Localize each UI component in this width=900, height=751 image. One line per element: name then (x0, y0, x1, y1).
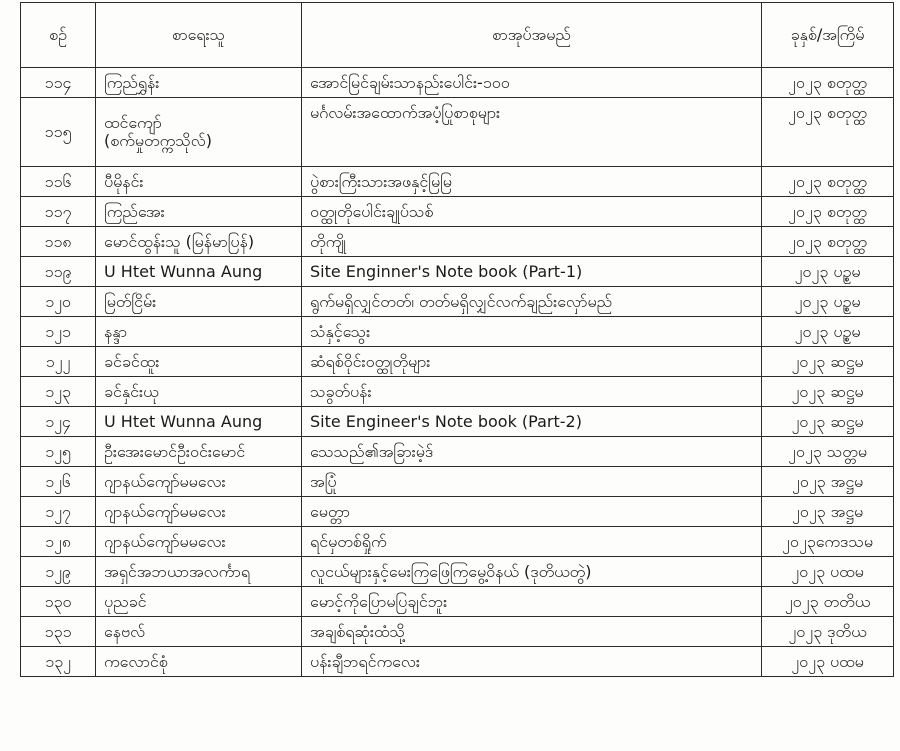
table-row (21, 557, 894, 587)
book-title: မောင့်ကိုပြောမပြချင်ဘူး (302, 587, 762, 617)
year-edition: ၂၀၂၃ ဆဋ္ဌမ (762, 377, 894, 407)
author-name: ဂျာနယ်ကျော်မမလေး (104, 531, 226, 551)
year-edition: ၂၀၂၃ စတုတ္ထ (762, 68, 894, 98)
book-title: ပွဲစားကြီးသားအဖနှင့်မြမြ (302, 167, 762, 197)
year-edition: ၂၀၂၃ ပထမ (762, 647, 894, 677)
book-title: အပြုံ (302, 467, 762, 497)
author-cell (96, 407, 302, 437)
row-number: ၁၁၇ (21, 197, 96, 227)
table-row (21, 287, 894, 317)
year-edition: ၂၀၂၃ ဒုတိယ (762, 617, 894, 647)
year-edition: ၂၀၂၃ အဋ္ဌမ (762, 467, 894, 497)
book-title: လူငယ်များနှင့်မေးကြဖြေကြမွေ့ဝိနယ် (ဒုတိယတွဲ) (302, 557, 762, 587)
author-cell (96, 647, 302, 677)
table-row (21, 467, 894, 497)
table-row (21, 68, 894, 98)
table-row (21, 317, 894, 347)
table-row (21, 347, 894, 377)
author-cell (96, 167, 302, 197)
author-cell (96, 98, 302, 167)
year-edition: ၂၀၂၃ ဆဋ္ဌမ (762, 407, 894, 437)
author-name: ခင်ခင်ထူး (104, 351, 160, 371)
author-name: ဂျာနယ်ကျော်မမလေး (104, 471, 226, 491)
author-cell (96, 437, 302, 467)
row-number: ၁၁၄ (21, 68, 96, 98)
author-cell (96, 377, 302, 407)
author-name: U Htet Wunna Aung (104, 261, 263, 281)
author-name: မောင်ထွန်းသူ (မြန်မာပြန်) (104, 231, 255, 251)
table-row (21, 647, 894, 677)
table-row (21, 587, 894, 617)
row-number: ၁၂၉ (21, 557, 96, 587)
author-name: ပုညခင် (104, 591, 147, 611)
author-name: U Htet Wunna Aung (104, 411, 263, 431)
author-cell (96, 227, 302, 257)
book-title: အချစ်ရဆုံးထံသို့ (302, 617, 762, 647)
author-cell (96, 467, 302, 497)
row-number: ၁၂၅ (21, 437, 96, 467)
year-edition: ၂၀၂၃ စတုတ္ထ (762, 98, 894, 167)
author-cell (96, 347, 302, 377)
author-cell (96, 257, 302, 287)
author-cell (96, 68, 302, 98)
author-cell (96, 617, 302, 647)
row-number: ၁၂၁ (21, 317, 96, 347)
row-number: ၁၂၆ (21, 467, 96, 497)
author-name: အရှင်အဘယာအလင်္ကာရ (104, 561, 251, 581)
author-cell (96, 587, 302, 617)
row-number: ၁၁၈ (21, 227, 96, 257)
book-title: ရင်မှတစ်ရှိုက် (302, 527, 762, 557)
book-title: ရွက်မရှိလျှင်တတ်၊ တတ်မရှိလျှင်လက်ချည်းလှော်မည် (302, 287, 762, 317)
book-title: တိုကျို (302, 227, 762, 257)
book-title: ဆံရစ်ဝိုင်းဝတ္ထုတိုများ (302, 347, 762, 377)
book-title: မေတ္တာ (302, 497, 762, 527)
row-number: ၁၃၀ (21, 587, 96, 617)
table-row (21, 497, 894, 527)
year-edition: ၂၀၂၃ ပဉ္စမ (762, 317, 894, 347)
row-number: ၁၂၀ (21, 287, 96, 317)
author-name: ပီမိုနင်း (104, 171, 144, 191)
book-title: သံနှင့်သွေး (302, 317, 762, 347)
table-row (21, 437, 894, 467)
book-list-table (20, 2, 894, 677)
author-name: ခင်နှင်းယု (104, 381, 159, 401)
book-title: အောင်မြင်ချမ်းသာနည်းပေါင်း-၁၀၀ (302, 68, 762, 98)
author-affiliation: (စက်မှုတက္ကသိုလ်) (104, 131, 212, 150)
year-edition: ၂၀၂၃ စတုတ္ထ (762, 227, 894, 257)
author-name: ကလောင်စုံ (104, 651, 168, 671)
book-title: သေသည်၏အခြားမဲ့ဒ် (302, 437, 762, 467)
year-edition: ၂၀၂၃ စတုတ္ထ (762, 167, 894, 197)
table-row (21, 227, 894, 257)
year-edition: ၂၀၂၃ ဆဋ္ဌမ (762, 347, 894, 377)
row-number: ၁၁၆ (21, 167, 96, 197)
header-row (21, 3, 894, 68)
year-edition: ၂၀၂၃ အဋ္ဌမ (762, 497, 894, 527)
year-edition: ၂၀၂၃ ပဉ္စမ (762, 257, 894, 287)
row-number: ၁၂၇ (21, 497, 96, 527)
row-number: ၁၂၈ (21, 527, 96, 557)
row-number: ၁၃၁ (21, 617, 96, 647)
book-title: Site Enginner's Note book (Part-1) (302, 257, 762, 287)
book-title: Site Engineer's Note book (Part-2) (302, 407, 762, 437)
book-title: ပန်းချီဘရင်ကလေး (302, 647, 762, 677)
table-row (21, 98, 894, 167)
table-row (21, 617, 894, 647)
year-edition: ၂၀၂၃ တတိယ (762, 587, 894, 617)
book-title: ဝတ္ထုတိုပေါင်းချုပ်သစ် (302, 197, 762, 227)
table-row (21, 257, 894, 287)
header-title: စာအုပ်အမည် (302, 3, 762, 68)
author-name: ကြည်အေး (104, 201, 165, 221)
row-number: ၁၂၂ (21, 347, 96, 377)
header-year-edition: ခုနှစ်/အကြိမ် (762, 3, 894, 68)
table-row (21, 407, 894, 437)
author-name: ဦးအေးမောင်ဦးဝင်းမောင် (104, 441, 246, 461)
author-name: ထင်ကျော် (104, 113, 162, 132)
year-edition: ၂၀၂၃ စတုတ္ထ (762, 197, 894, 227)
table-row (21, 197, 894, 227)
row-number: ၁၁၉ (21, 257, 96, 287)
row-number: ၁၁၅ (21, 98, 96, 167)
table-body (21, 68, 894, 677)
table-row (21, 377, 894, 407)
author-cell (96, 197, 302, 227)
author-name: နေဗလ် (104, 621, 146, 641)
author-cell (96, 497, 302, 527)
year-edition: ၂၀၂၃ ပထမ (762, 557, 894, 587)
row-number: ၁၂၄ (21, 407, 96, 437)
row-number: ၁၂၃ (21, 377, 96, 407)
year-edition: ၂၀၂၃ကေဒသမ (762, 527, 894, 557)
book-title: သခွတ်ပန်း (302, 377, 762, 407)
book-title: မင်္ဂလမ်းအထောက်အပံ့ပြုစာစုများ (302, 98, 762, 167)
row-number: ၁၃၂ (21, 647, 96, 677)
table-header (21, 3, 894, 68)
author-cell (96, 317, 302, 347)
author-cell (96, 557, 302, 587)
table-row (21, 167, 894, 197)
header-author: စာရေးသူ (96, 3, 302, 68)
author-name: မြတ်ငြိမ်း (104, 291, 157, 311)
table-row (21, 527, 894, 557)
header-no: စဉ် (21, 3, 96, 68)
author-cell (96, 527, 302, 557)
author-cell (96, 287, 302, 317)
year-edition: ၂၀၂၃ ပဉ္စမ (762, 287, 894, 317)
author-name: ဂျာနယ်ကျော်မမလေး (104, 501, 226, 521)
author-name: နန္ဒာ (104, 321, 128, 341)
year-edition: ၂၀၂၃ သတ္တမ (762, 437, 894, 467)
author-name: ကြည်ရွှန်း (104, 72, 160, 92)
